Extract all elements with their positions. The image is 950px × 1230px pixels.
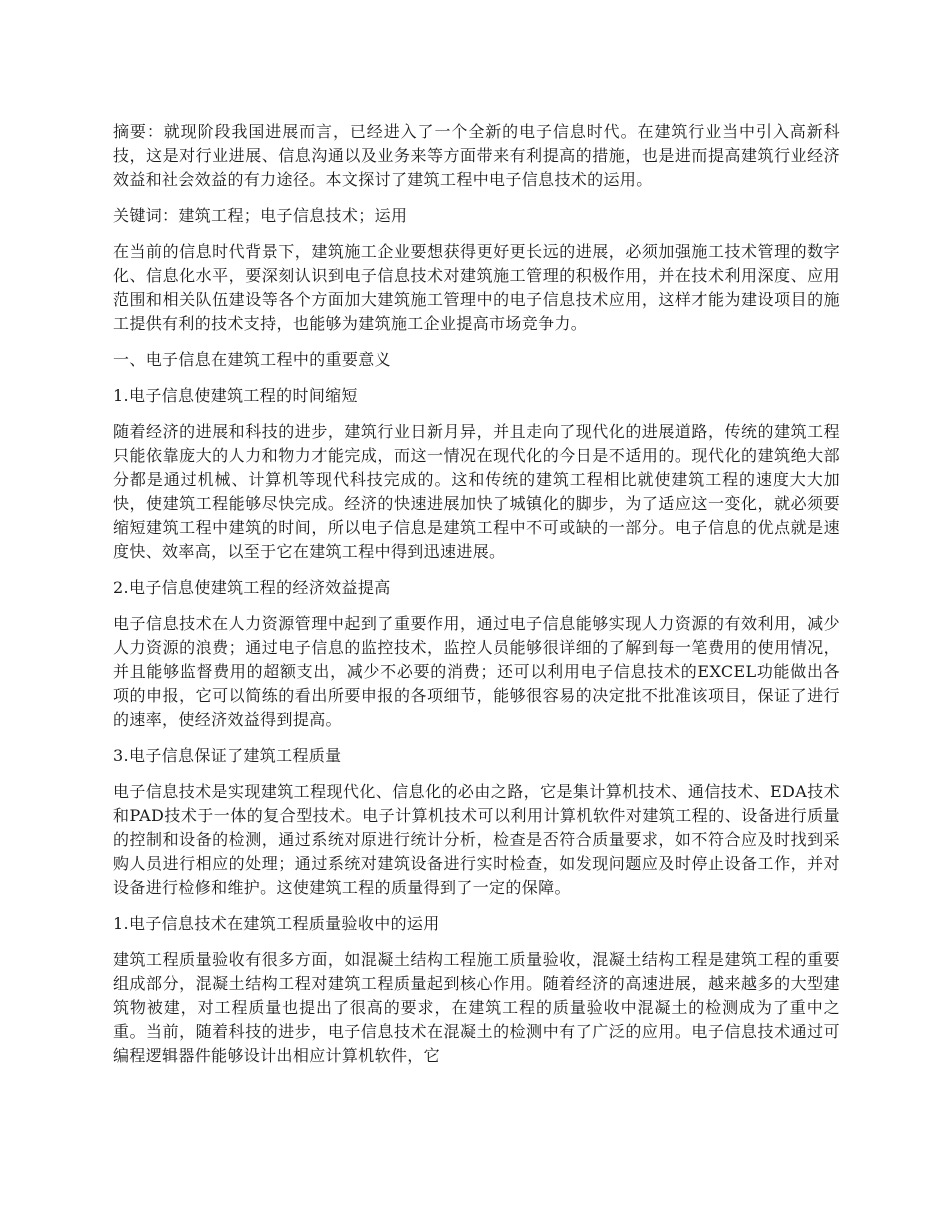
document-page (113, 120, 840, 1080)
subsection-heading: 1.电子信息使建筑工程的时间缩短 (113, 386, 358, 405)
body-paragraph: 电子信息技术是实现建筑工程现代化、信息化的必由之路，它是集计算机技术、通信技术、EDA技术和PAD技术于一体的复合型技术。电子计算机技术可以利用计算机软件对建筑工程的、设备进行质量的控制和设备的检测，通过系统对原进行统计分析，检查是否符合质量要求，如不符合应及时找到采购人员进行相应的处理；通过系统对建筑设备进行实时检查，如发现问题应及时停止设备工作，并对设备进行检修和维护。这使建筑工程的质量得到了一定的保障。 (113, 782, 840, 897)
subsection-heading: 2.电子信息使建筑工程的经济效益提高 (113, 578, 391, 597)
body-paragraph: 随着经济的进展和科技的进步，建筑行业日新月异，并且走向了现代化的进展道路，传统的建筑工程只能依靠庞大的人力和物力才能完成，而这一情况在现代化的今日是不适用的。现代化的建筑绝大部分都是通过机械、计算机等现代科技完成的。这和传统的建筑工程相比就使建筑工程的速度大大加快，使建筑工程能够尽快完成。经济的快速进展加快了城镇化的脚步，为了适应这一变化，就必须要缩短建筑工程中建筑的时间，所以电子信息是建筑工程中不可或缺的一部分。电子信息的优点就是速度快、效率高，以至于它在建筑工程中得到迅速进展。 (113, 422, 840, 561)
body-paragraph: 电子信息技术在人力资源管理中起到了重要作用，通过电子信息能够实现人力资源的有效利用，减少人力资源的浪费；通过电子信息的监控技术，监控人员能够很详细的了解到每一笔费用的使用情况，并且能够监督费用的超额支出，减少不必要的消费；还可以利用电子信息技术的EXCEL功能做出各项的申报，它可以简练的看出所要申报的各项细节，能够很容易的决定批不批准该项目，保证了进行的速率，使经济效益得到提高。 (113, 614, 840, 729)
section-heading: 一、电子信息在建筑工程中的重要意义 (113, 350, 391, 369)
intro-paragraph: 在当前的信息时代背景下，建筑施工企业要想获得更好更长远的进展，必须加强施工技术管理的数字化、信息化水平，要深刻认识到电子信息技术对建筑施工管理的积极作用，并在技术利用深度、应用范围和相关队伍建设等各个方面加大建筑施工管理中的电子信息技术应用，这样才能为建设项目的施工提供有利的技术支持，也能够为建筑施工企业提高市场竞争力。 (113, 242, 840, 333)
body-paragraph: 建筑工程质量验收有很多方面，如混凝土结构工程施工质量验收，混凝土结构工程是建筑工程的重要组成部分，混凝土结构工程对建筑工程质量起到核心作用。随着经济的高速进展，越来越多的大型建筑物被建，对工程质量也提出了很高的要求，在建筑工程的质量验收中混凝土的检测成为了重中之重。当前，随着科技的进步，电子信息技术在混凝土的检测中有了广泛的应用。电子信息技术通过可编程逻辑器件能够设计出相应计算机软件，它 (113, 950, 840, 1065)
subsection-heading: 1.电子信息技术在建筑工程质量验收中的运用 (113, 914, 440, 933)
subsection-heading: 3.电子信息保证了建筑工程质量 (113, 746, 342, 765)
keywords-line: 关键词：建筑工程；电子信息技术；运用 (113, 206, 408, 225)
abstract-paragraph: 摘要：就现阶段我国进展而言，已经进入了一个全新的电子信息时代。在建筑行业当中引入高新科技，这是对行业进展、信息沟通以及业务来等方面带来有利提高的措施，也是进而提高建筑行业经济效益和社会效益的有力途径。本文探讨了建筑工程中电子信息技术的运用。 (113, 122, 840, 189)
